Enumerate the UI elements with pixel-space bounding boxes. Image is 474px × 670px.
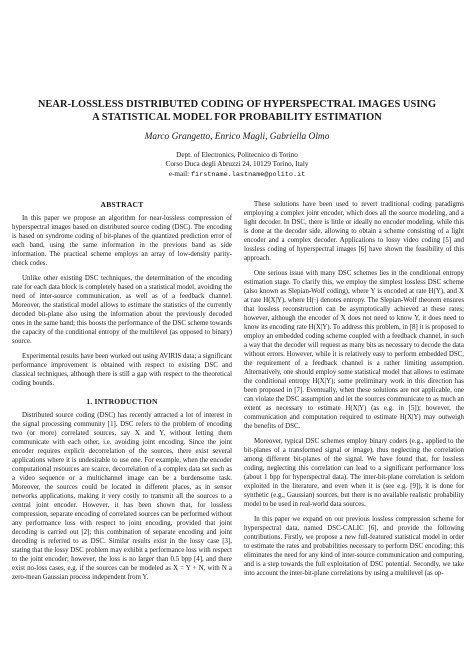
email-address: firstname.lastname@polito.it [190, 170, 306, 179]
left-column [12, 200, 232, 582]
abstract-heading: ABSTRACT [100, 200, 144, 209]
introduction-paragraph-1: Distributed source coding (DSC) has recently attracted a lot of interest in the signal processing community [1]. DSC refers to the problem of encoding two (or more) correlated sources, say X and Y, without letting them communicate with each other, i.e. avoiding joint encoding. Since the joint encoder requires explicit decorrelation of the sources, there exist several applications where it is undesirable to use one. For example, when the encoder computational resources are scarce, decorrelation of a complex data set such as a video sequence or a multichannel image can be a burdensome task. Moreover, the sources could be located in different places, as in sensor networks applications, making it very costly to transmit all the sources to a central joint encoder. However, it has been shown that, for lossless compression, separate encoding of correlated sources can be performed without any performance loss with respect to joint encoding, provided that joint decoding is carried out [2]; this combination of separate encoding and joint decoding is referred to as DSC. Similar results exist in the lossy case [3], stating that the lossy DSC problem may exhibit a performance loss with respect to the joint encoder; however, the loss is no larger than 0.5 bpp [4], and there exist no-loss cases, e.g. if the sources can be modeled as X = Y + N, with N a zero-mean Gaussian process independent from Y. [12, 412, 232, 581]
title-line-1: NEAR-LOSSLESS DISTRIBUTED CODING OF HYPERSPECTRAL IMAGES USING [37, 99, 437, 110]
email-label: e-mail: [168, 169, 191, 178]
right-paragraph-4: In this paper we expand on our previous lossless compression scheme for hyperspectral data, named DSC-CALIC [6], and provide the following contributions. Firstly, we propose a new full-featured statistical model in order to estimate the rates and probabilities necessary to perform DSC encoding; this eliminates the need for any kind of inter-source communication and computing, and is a step towards the full exploitation of DSC potential. Secondly, we take into account the inter-bit-plane correlations by using a multilevel (as op- [244, 516, 464, 577]
paper-authors: Marco Grangetto, Enrico Magli, Gabriella Olmo [144, 132, 330, 142]
affiliation-address: Corso Duca degli Abruzzi 24, 10129 Torino, Italy [165, 160, 309, 169]
affiliation-email-line [22, 170, 452, 180]
paper-title [22, 98, 452, 124]
abstract-paragraph-2: Unlike other existing DSC techniques, the determination of the encoding rate for each data block is completely based on a statistical model, avoiding the need of inter-source communication, as well as of a feedback channel. Moreover, the statistical model allows to estimate the statistics of the currently decoded bit-plane also using the information about the previously decoded ones in the same band; this boosts the performance of the DSC scheme towards the capacity of the conditional entropy of the multilevel (as opposed to binary) source. [12, 275, 232, 345]
affiliation-dept: Dept. of Electronics, Politecnico di Torino [176, 151, 298, 159]
abstract-paragraph-3: Experimental results have been worked out using AVIRIS data; a significant performance improvement is obtained with respect to existing DSC and classical techniques, although there is still a gap with respect to the theoretical coding bounds. [12, 353, 232, 387]
affiliation-block [22, 151, 452, 180]
right-paragraph-1: These solutions have been used to revert traditional coding paradigms employing a complex joint encoder, which does all the source modeling, and a light decoder. In DSC, there is little or ideally no encoder modeling, while this is done at the decoder side, allowing to obtain a scheme consisting of a light encoder and a complex decoder. Applications to lossy video coding [5] and lossless coding of hyperspectral images [6] have shown the feasibility of this approach. [244, 201, 464, 262]
right-paragraph-3: Moreover, typical DSC schemes employ binary coders (e.g., applied to the bit-planes of a transformed signal or image), thus neglecting the correlation among different bit-planes of the signal. We have found that, for lossless coding, neglecting this correlation can lead to a significant performance loss (about 1 bpp for hyperspectral data). The inter-bit-plane correlation is seldom exploited in the literature, and even when it is (see e.g. [9]), it is done for synthetic (e.g., Gaussian) sources, but there is no available realistic probability model to be used in real-world data sources. [244, 438, 464, 508]
introduction-heading: 1. INTRODUCTION [86, 397, 158, 406]
title-line-2: A STATISTICAL MODEL FOR PROBABILITY ESTIMATION [92, 112, 382, 123]
right-paragraph-2: One serious issue with many DSC schemes lies in the conditional entropy estimation stage. To clarify this, we employ the simplest lossless DSC scheme (also known as Slepian-Wolf coding), where Y is encoded at rate H(Y), and X at rate H(X|Y), where H(·) denotes entropy. The Slepian-Wolf theorem ensures that lossless reconstruction can be asymptotically achieved at these rates; however, although the encoder of X does not need to know Y, it does need to know its encoding rate H(X|Y). To address this problem, in [8] it is proposed to employ an embedded coding scheme coupled with a feedback channel, in such a way that the decoder will request as many bits as necessary to decode the data without errors. However, while it is relatively easy to perform embedded DSC, the requirement of a feedback channel is a rather limiting assumption. Alternatively, one should employ some statistical model that allows to estimate the conditional entropy H(X|Y); some preliminary work in this direction has been proposed in [7]. Eventually, when these solutions are not applicable, one can violate the DSC assumption and let the sources communicate to as much an extent as necessary to estimate H(X|Y) (as e.g. in [5]); however, the communication and computation required to estimate H(X|Y) may outweigh the benefits of DSC. [244, 270, 464, 430]
abstract-paragraph-1: In this paper we propose an algorithm for near-lossless compression of hyperspectral images based on distributed source coding (DSC). The encoding is based on syndrome coding of bit-planes of the quantized prediction error of each band, using the same information in the previous band as side information. The practical scheme employs an array of low-density parity-check codes. [12, 215, 232, 267]
right-column [244, 200, 464, 578]
